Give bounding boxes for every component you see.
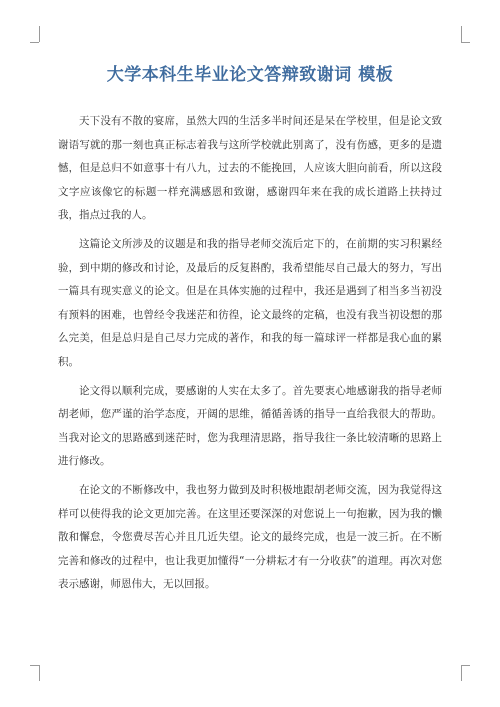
corner-mark-top-right xyxy=(461,26,471,42)
document-title: 大学本科生毕业论文答辩致谢词 模板 xyxy=(106,65,394,85)
paragraph: 这篇论文所涉及的议题是和我的指导老师交流后定下的，在前期的实习积累经验，到中期的修改和讨论，及最后的反复斟酌，我希望能尽自己最大的努力，写出一篇具有现实意义的论文。但是在具体实施的过程中，我还是遇到了相当多当初没有预料的困难，也曾经令我迷茫和彷徨，论文最终的定稿，也没有我当初设想的那么完美，但是总归是自己尽力完成的著作，和我的每一篇球评一样都是我心血的累积。 xyxy=(58,237,442,368)
paragraph: 论文得以顺利完成，要感谢的人实在太多了。首先要衷心地感谢我的指导老师胡老师，您严谨的治学态度，开阔的思维，循循善诱的指导一直给我很大的帮助。当我对论文的思路感到迷茫时，您为我理清思路，指导我往一条比较清晰的思路上进行修改。 xyxy=(58,384,442,468)
corner-mark-top-left xyxy=(30,26,40,42)
corner-mark-bottom-right xyxy=(461,665,470,666)
document-body xyxy=(58,110,442,602)
corner-mark-bottom-left xyxy=(39,665,40,681)
paragraph: 天下没有不散的宴席，虽然大四的生活多半时间还是呆在学校里，但是论文致谢语写就的那一刻也真正标志着我与这所学校就此别离了，没有伤感，更多的是遗憾，但是总归不如意事十有八九，过去的不能挽回，人应该大胆向前看，所以这段文字应该像它的标题一样充满感恩和致谢，感谢四年来在我的成长道路上扶持过我，指点过我的人。 xyxy=(58,115,442,222)
paragraph: 在论文的不断修改中，我也努力做到及时积极地跟胡老师交流，因为我觉得这样可以使得我的论文更加完善。在这里还要深深的对您说上一句抱歉，因为我的懒散和懈怠，令您费尽苦心并且几近失望。论文的最终完成，也是一波三折。在不断完善和修改的过程中，也让我更加懂得“一分耕耘才有一分收获”的道理。再次对您表示感谢，师恩伟大，无以回报。 xyxy=(58,483,442,591)
corner-mark-top-right xyxy=(461,42,470,43)
corner-mark-bottom-left xyxy=(30,665,39,666)
corner-mark-bottom-right xyxy=(461,665,462,681)
corner-mark-top-left xyxy=(30,42,39,43)
